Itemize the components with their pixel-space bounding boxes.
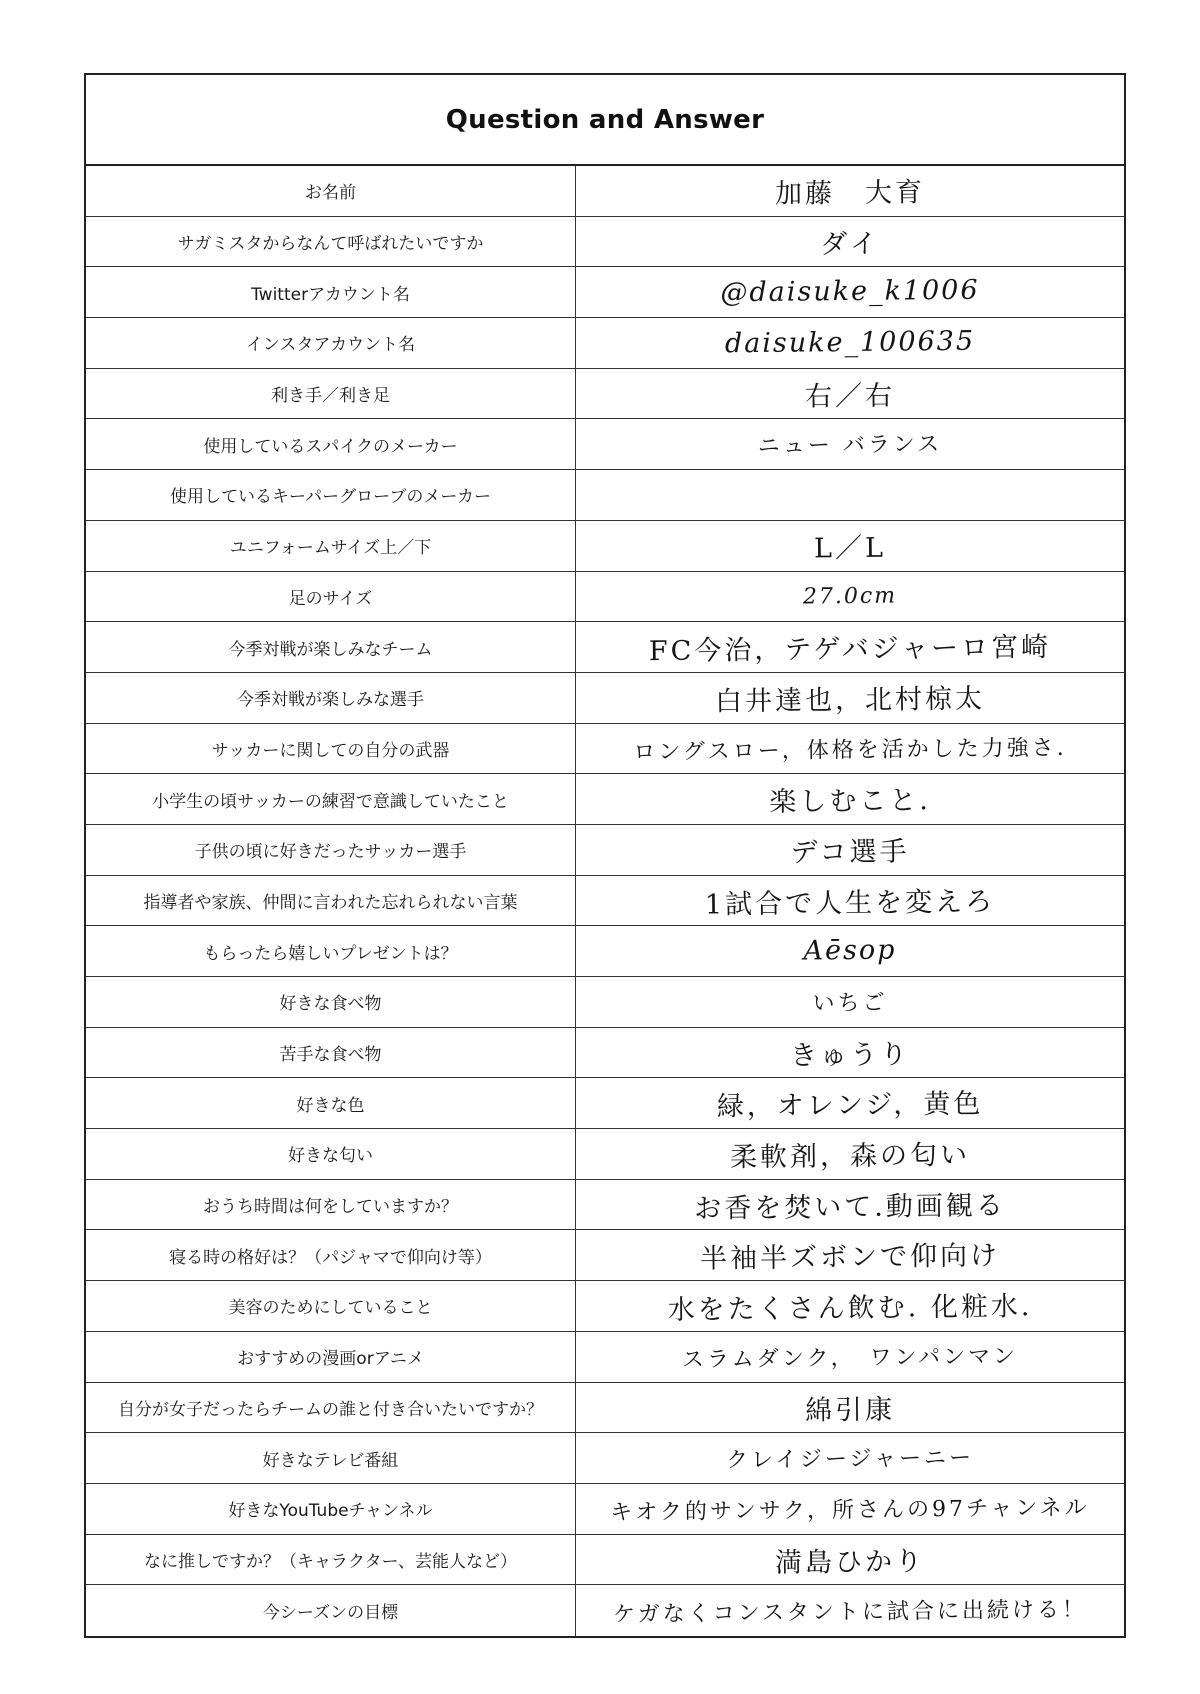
qa-row-tv-show — [86, 1433, 1124, 1484]
question-cell: 苦手な食べ物 — [86, 1028, 576, 1078]
qa-row-favorite-food — [86, 977, 1124, 1028]
answer-cell: 27.0cm — [802, 583, 898, 610]
qa-form — [84, 73, 1126, 1638]
answer-cell: デコ選手 — [790, 836, 910, 869]
answer-cell: @daisuke_k1006 — [720, 275, 980, 310]
question-cell: 寝る時の格好は？（パジャマで仰向け等） — [86, 1230, 576, 1280]
qa-row-dominant-side — [86, 369, 1124, 420]
answer-cell: いちご — [812, 990, 888, 1017]
question-cell: 好きな食べ物 — [86, 977, 576, 1027]
answer-cell: Aēsop — [803, 935, 897, 968]
answer-cell: 白井達也，北村椋太 — [714, 683, 986, 718]
qa-row-season-goal — [86, 1585, 1124, 1636]
answer-cell — [576, 467, 1124, 522]
question-cell: 子供の頃に好きだったサッカー選手 — [86, 825, 576, 875]
answer-cell: 緑，オレンジ，黄色 — [716, 1089, 984, 1124]
question-cell: 好きな色 — [86, 1078, 576, 1128]
answer-cell: ケガなくコンスタントに試合に出続ける！ — [612, 1597, 1088, 1628]
qa-row-name — [86, 166, 1124, 217]
answer-cell: L／L — [813, 532, 887, 565]
qa-row-instagram — [86, 318, 1124, 369]
qa-row-beauty — [86, 1281, 1124, 1332]
qa-row-teammate — [86, 1383, 1124, 1434]
answer-cell: 柔軟剤，森の匂い — [729, 1140, 971, 1174]
qa-row-childhood-idol — [86, 825, 1124, 876]
answer-cell: 半袖半ズボンで仰向け — [699, 1241, 1001, 1276]
qa-row-favorite-color — [86, 1078, 1124, 1129]
answer-cell: ロングスロー，体格を活かした力強さ. — [633, 735, 1067, 766]
question-cell: 使用しているキーパーグローブのメーカー — [86, 470, 576, 520]
question-cell: 好きなYouTubeチャンネル — [86, 1484, 576, 1534]
answer-cell: 満島ひかり — [774, 1546, 926, 1579]
question-cell: 足のサイズ — [86, 572, 576, 622]
qa-row-spike-maker — [86, 419, 1124, 470]
answer-cell: ニュー バランス — [757, 432, 943, 460]
answer-cell: 楽しむこと. — [769, 785, 931, 819]
question-cell: 今季対戦が楽しみなチーム — [86, 622, 576, 672]
question-cell: おすすめの漫画orアニメ — [86, 1332, 576, 1382]
qa-row-childhood-focus — [86, 774, 1124, 825]
qa-row-oshi — [86, 1535, 1124, 1586]
question-cell: サガミスタからなんて呼ばれたいですか — [86, 217, 576, 267]
answer-cell: お香を焚いて.動画観る — [694, 1190, 1006, 1225]
qa-row-weapon — [86, 724, 1124, 775]
answer-cell: きゅうり — [789, 1039, 911, 1072]
qa-row-disliked-food — [86, 1028, 1124, 1079]
qa-row-glove-maker — [86, 470, 1124, 521]
answer-cell: 綿引康 — [804, 1394, 896, 1427]
question-cell: ユニフォームサイズ上／下 — [86, 521, 576, 571]
question-cell: 指導者や家族、仲間に言われた忘れられない言葉 — [86, 876, 576, 926]
question-cell: 好きな匂い — [86, 1129, 576, 1179]
qa-row-rival-team — [86, 622, 1124, 673]
qa-row-home-time — [86, 1180, 1124, 1231]
question-cell: お名前 — [86, 166, 576, 216]
answer-cell: ダイ — [820, 228, 880, 261]
question-cell: もらったら嬉しいプレゼントは？ — [86, 926, 576, 976]
question-cell: 美容のためにしていること — [86, 1281, 576, 1331]
qa-row-manga-anime — [86, 1332, 1124, 1383]
answer-cell: 1試合で人生を変えろ — [704, 886, 996, 921]
question-cell: サッカーに関しての自分の武器 — [86, 724, 576, 774]
question-cell: 利き手／利き足 — [86, 369, 576, 419]
question-cell: 今シーズンの目標 — [86, 1585, 576, 1636]
qa-row-present — [86, 926, 1124, 977]
question-cell: 小学生の頃サッカーの練習で意識していたこと — [86, 774, 576, 824]
question-cell: 好きなテレビ番組 — [86, 1433, 576, 1483]
answer-cell: クレイジージャーニー — [725, 1446, 975, 1474]
answer-cell: キオク的サンサク，所さんの97チャンネル — [610, 1495, 1090, 1526]
title-row — [86, 75, 1124, 166]
answer-cell: daisuke_100635 — [724, 326, 976, 360]
qa-row-rival-player — [86, 673, 1124, 724]
question-cell: Twitterアカウント名 — [86, 267, 576, 317]
question-cell: インスタアカウント名 — [86, 318, 576, 368]
question-cell: なに推しですか？（キャラクター、芸能人など） — [86, 1535, 576, 1585]
answer-cell: スラムダンク， ワンパンマン — [681, 1344, 1019, 1373]
qa-row-favorite-scent — [86, 1129, 1124, 1180]
qa-row-twitter — [86, 267, 1124, 318]
answer-cell: 右／右 — [804, 380, 896, 413]
qa-row-nickname — [86, 217, 1124, 268]
answer-cell: FC今治，テゲバジャーロ宮崎 — [648, 632, 1052, 668]
qa-row-youtube — [86, 1484, 1124, 1535]
question-cell: 自分が女子だったらチームの誰と付き合いたいですか？ — [86, 1383, 576, 1433]
qa-row-foot-size — [86, 572, 1124, 623]
qa-row-uniform-size — [86, 521, 1124, 572]
answer-cell: 加藤 大育 — [774, 177, 926, 211]
question-cell: 使用しているスパイクのメーカー — [86, 419, 576, 469]
qa-row-sleepwear — [86, 1230, 1124, 1281]
answer-cell: 水をたくさん飲む. 化粧水. — [667, 1291, 1033, 1327]
question-cell: 今季対戦が楽しみな選手 — [86, 673, 576, 723]
form-title: Question and Answer — [445, 104, 765, 135]
question-cell: おうち時間は何をしていますか？ — [86, 1180, 576, 1230]
qa-row-memorable-words — [86, 876, 1124, 927]
